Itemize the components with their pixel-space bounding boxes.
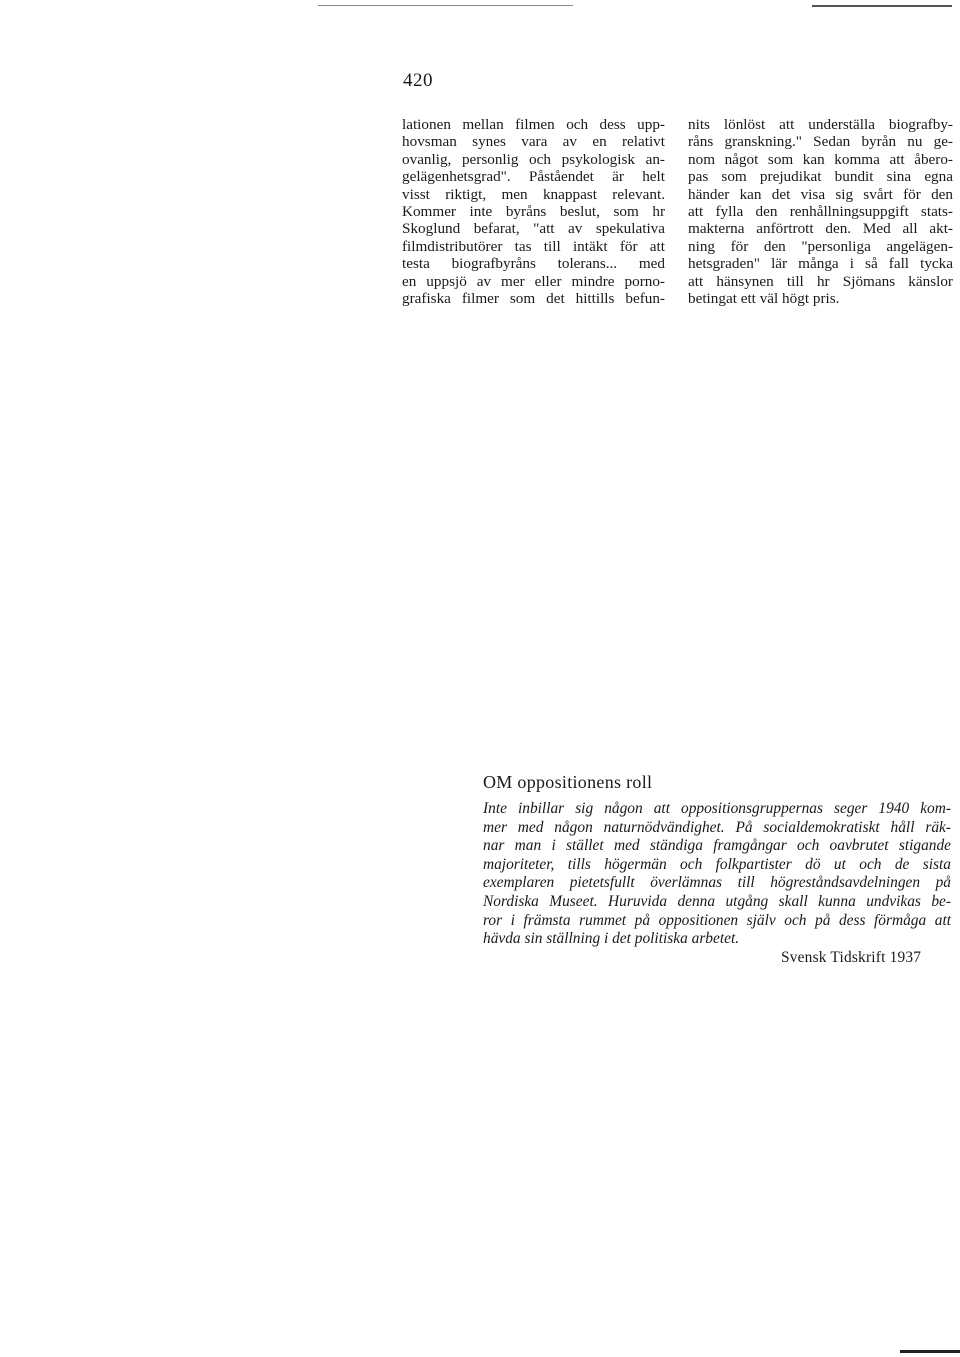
left-text-column	[402, 116, 665, 307]
text-line: hetsgraden" lär många i så fall tycka	[688, 255, 953, 273]
quote-line: hävda sin ställning i det politiska arbetet.	[483, 930, 740, 948]
text-line: hovsman synes vara av en relativt	[402, 133, 665, 151]
text-line: en uppsjö av mer eller mindre porno-	[402, 272, 665, 290]
text-line: råns granskning." Sedan byrån nu ge-	[688, 133, 953, 151]
text-line: Kommer inte byråns beslut, som hr	[402, 203, 665, 221]
text-line: händer kan det visa sig svårt för den	[688, 185, 953, 203]
section-heading: OM oppositionens roll	[483, 772, 653, 792]
text-line: filmdistributörer tas till intäkt för att	[402, 237, 665, 255]
text-line: testa biografbyråns tolerans... med	[402, 255, 665, 273]
text-line: pas som prejudikat bundit sina egna	[688, 168, 953, 186]
quote-line: majoriteter, tills högermän och folkpartister dö ut och de sista	[483, 855, 951, 873]
text-line: Skoglund befarat, "att av spekulativa	[402, 220, 665, 238]
page-number: 420	[403, 70, 433, 91]
text-line: nits lönlöst att underställa biografby-	[688, 116, 953, 133]
right-text-column	[688, 116, 953, 307]
scan-edge-top-right	[812, 5, 952, 7]
text-line: makterna anförtrott den. Med all akt-	[688, 220, 953, 238]
text-line: gelägenhetsgrad". Påståendet är helt	[402, 168, 665, 186]
scan-edge-top-left	[318, 5, 573, 6]
text-line: betingat ett väl högt pris.	[688, 290, 840, 308]
text-line: visst riktigt, men knappast relevant.	[402, 185, 665, 203]
text-line: nom något som kan komma att åbero-	[688, 150, 953, 168]
quote-line: mer med någon naturnödvändighet. På socialdemokratiskt håll räk-	[483, 818, 951, 836]
text-line: lationen mellan filmen och dess upp-	[402, 116, 665, 133]
text-line: grafiska filmer som det hittills befun-	[402, 290, 665, 308]
text-line: att hänsynen till hr Sjömans känslor	[688, 272, 953, 290]
quote-line: Nordiska Museet. Huruvida denna utgång skall kunna undvikas be-	[483, 892, 951, 910]
quoted-passage	[483, 800, 951, 949]
quote-line: nar man i stället med ständiga framgångar och oavbrutet stigande	[483, 837, 951, 855]
text-line: ning för den "personliga angelägen-	[688, 237, 953, 255]
text-line: ovanlig, personlig och psykologisk an-	[402, 150, 665, 168]
scan-edge-bottom-right	[900, 1350, 960, 1353]
source-attribution: Svensk Tidskrift 1937	[781, 949, 922, 966]
text-line: att fylla den renhållningsuppgift stats-	[688, 203, 953, 221]
quote-line: ror i främsta rummet på oppositionen själv och på dess förmåga att	[483, 911, 951, 929]
quote-line: Inte inbillar sig någon att oppositionsgruppernas seger 1940 kom-	[483, 800, 951, 817]
quote-line: exemplaren pietetsfullt överlämnas till högreståndsavdelningen på	[483, 874, 951, 892]
